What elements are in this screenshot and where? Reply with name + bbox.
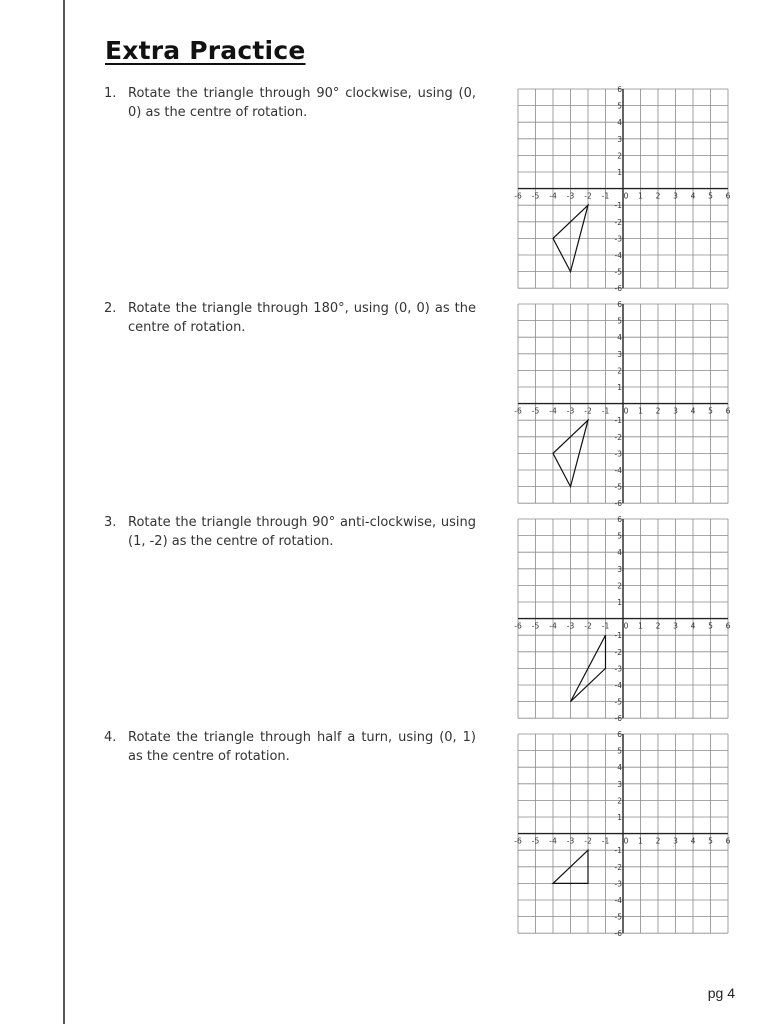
x-tick-label: 3 <box>673 836 678 846</box>
y-tick-label: -5 <box>614 267 622 277</box>
x-tick-label: -5 <box>531 406 540 416</box>
x-tick-label: -2 <box>584 191 592 201</box>
x-tick-label: 0 <box>623 191 629 201</box>
y-tick-label: 4 <box>617 763 622 773</box>
question-2 <box>104 299 476 337</box>
x-tick-label: 3 <box>673 406 678 416</box>
question-number: 2. <box>104 301 117 316</box>
x-tick-label: 4 <box>690 191 696 201</box>
y-tick-label: -1 <box>614 416 622 426</box>
x-tick-label: 1 <box>638 621 643 631</box>
y-tick-label: 2 <box>617 366 622 376</box>
y-tick-label: -5 <box>614 912 622 922</box>
y-tick-label: 2 <box>617 151 622 161</box>
x-tick-label: -3 <box>566 191 575 201</box>
x-tick-label: 3 <box>673 621 678 631</box>
x-tick-label: 1 <box>638 191 643 201</box>
y-tick-label: 4 <box>617 118 622 128</box>
page-title: Extra Practice <box>105 36 306 65</box>
x-tick-label: 0 <box>623 836 629 846</box>
y-tick-label: -2 <box>614 862 622 872</box>
x-tick-label: 5 <box>708 406 713 416</box>
question-text: Rotate the triangle through 180°, using (0, 0) as the centre of rotation. <box>128 301 476 335</box>
y-tick-label: -4 <box>614 251 622 260</box>
question-text: Rotate the triangle through half a turn, using (0, 1) as the centre of rotation. <box>128 730 476 764</box>
y-tick-label: 2 <box>617 796 622 806</box>
x-tick-label: 5 <box>708 621 713 631</box>
y-tick-label: -6 <box>614 714 622 724</box>
y-tick-label: -3 <box>614 879 622 889</box>
x-tick-label: -1 <box>601 836 610 846</box>
x-tick-label: 6 <box>725 836 731 846</box>
y-tick-label: 4 <box>617 333 622 343</box>
y-tick-label: -1 <box>614 631 622 641</box>
x-tick-label: 2 <box>655 621 661 631</box>
x-tick-label: 0 <box>623 621 629 631</box>
y-tick-label: 3 <box>617 564 622 574</box>
x-tick-label: 6 <box>725 191 731 201</box>
y-tick-label: 1 <box>617 598 622 607</box>
y-tick-label: -6 <box>614 499 622 509</box>
x-tick-label: -2 <box>584 621 592 631</box>
x-tick-label: -3 <box>566 836 575 846</box>
x-tick-label: 4 <box>690 406 696 416</box>
x-tick-label: 2 <box>655 836 661 846</box>
y-tick-label: 1 <box>617 813 622 822</box>
question-number: 3. <box>104 515 117 530</box>
x-tick-label: 2 <box>655 406 661 416</box>
y-tick-label: 1 <box>617 383 622 392</box>
y-tick-label: 6 <box>617 300 622 309</box>
x-tick-label: -5 <box>531 621 540 631</box>
y-tick-label: 5 <box>617 531 622 541</box>
y-tick-label: 5 <box>617 316 622 326</box>
y-tick-label: -4 <box>614 681 622 690</box>
y-tick-label: -2 <box>614 217 622 227</box>
y-tick-label: -6 <box>614 284 622 294</box>
coordinate-grid-4 <box>510 729 736 939</box>
question-text: Rotate the triangle through 90° anti-clockwise, using (1, -2) as the centre of rotation. <box>128 515 476 549</box>
x-tick-label: -4 <box>549 406 557 416</box>
y-tick-label: 6 <box>617 730 622 739</box>
x-tick-label: -6 <box>514 191 522 201</box>
grid-svg <box>510 84 736 294</box>
y-tick-label: 1 <box>617 168 622 177</box>
x-tick-label: 5 <box>708 191 713 201</box>
question-text: Rotate the triangle through 90° clockwise, using (0, 0) as the centre of rotation. <box>128 86 476 120</box>
y-tick-label: -5 <box>614 482 622 492</box>
y-tick-label: -1 <box>614 201 622 211</box>
x-tick-label: -6 <box>514 406 522 416</box>
margin-line <box>63 0 65 1024</box>
y-tick-label: 5 <box>617 746 622 756</box>
grid-svg <box>510 514 736 724</box>
y-tick-label: -5 <box>614 697 622 707</box>
y-tick-label: 3 <box>617 134 622 144</box>
grid-svg <box>510 729 736 939</box>
x-tick-label: -1 <box>601 406 610 416</box>
x-tick-label: -3 <box>566 621 575 631</box>
x-tick-label: 6 <box>725 406 731 416</box>
x-tick-label: 0 <box>623 406 629 416</box>
y-tick-label: 6 <box>617 85 622 94</box>
x-tick-label: 3 <box>673 191 678 201</box>
x-tick-label: -4 <box>549 191 557 201</box>
y-tick-label: -1 <box>614 846 622 856</box>
x-tick-label: -2 <box>584 406 592 416</box>
x-tick-label: 4 <box>690 836 696 846</box>
x-tick-label: -4 <box>549 621 557 631</box>
grid-svg <box>510 299 736 509</box>
y-tick-label: -6 <box>614 929 622 939</box>
question-3 <box>104 513 476 551</box>
x-tick-label: 6 <box>725 621 731 631</box>
x-tick-label: -6 <box>514 621 522 631</box>
x-tick-label: 1 <box>638 406 643 416</box>
x-tick-label: -5 <box>531 191 540 201</box>
page-number: pg 4 <box>707 985 735 1001</box>
y-tick-label: 2 <box>617 581 622 591</box>
y-tick-label: 3 <box>617 349 622 359</box>
y-tick-label: -3 <box>614 449 622 459</box>
x-tick-label: -1 <box>601 621 610 631</box>
x-tick-label: -4 <box>549 836 557 846</box>
x-tick-label: 2 <box>655 191 661 201</box>
coordinate-grid-1 <box>510 84 736 294</box>
y-tick-label: 5 <box>617 101 622 111</box>
question-4 <box>104 728 476 766</box>
y-tick-label: -2 <box>614 432 622 442</box>
question-number: 4. <box>104 730 117 745</box>
y-tick-label: -4 <box>614 896 622 905</box>
x-tick-label: -6 <box>514 836 522 846</box>
y-tick-label: 3 <box>617 779 622 789</box>
y-tick-label: -4 <box>614 466 622 475</box>
x-tick-label: -2 <box>584 836 592 846</box>
x-tick-label: 1 <box>638 836 643 846</box>
question-number: 1. <box>104 86 117 101</box>
y-tick-label: -3 <box>614 234 622 244</box>
question-1 <box>104 84 476 122</box>
x-tick-label: -1 <box>601 191 610 201</box>
y-tick-label: 6 <box>617 515 622 524</box>
x-tick-label: -3 <box>566 406 575 416</box>
y-tick-label: 4 <box>617 548 622 558</box>
y-tick-label: -2 <box>614 647 622 657</box>
y-tick-label: -3 <box>614 664 622 674</box>
x-tick-label: -5 <box>531 836 540 846</box>
coordinate-grid-3 <box>510 514 736 724</box>
coordinate-grid-2 <box>510 299 736 509</box>
x-tick-label: 4 <box>690 621 696 631</box>
x-tick-label: 5 <box>708 836 713 846</box>
